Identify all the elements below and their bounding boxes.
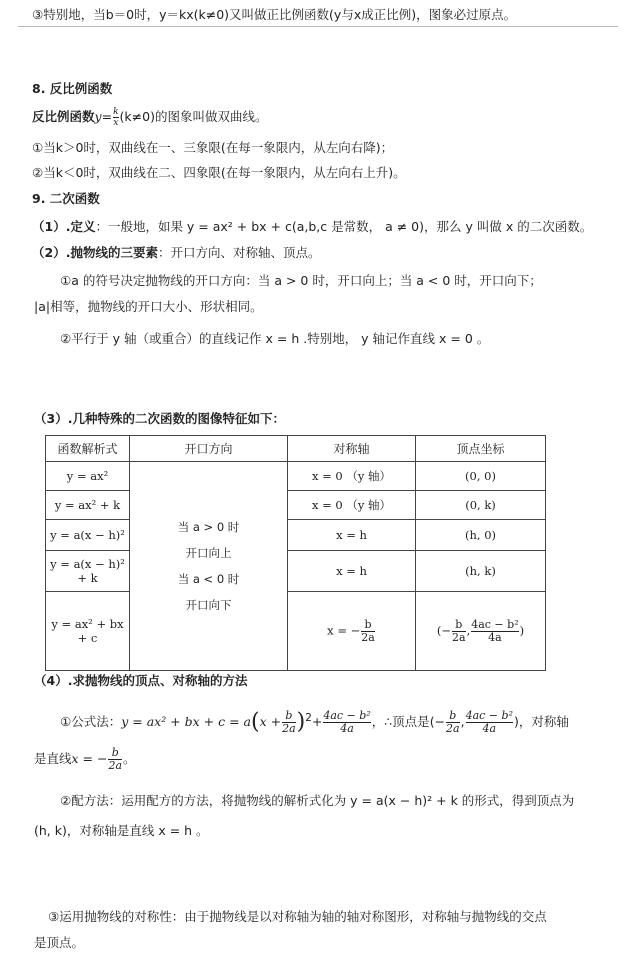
axis-cell: x = h bbox=[288, 519, 416, 550]
method-2-line-1: ②配方法：运用配方的方法，将抛物线的解析式化为 y = a(x − h)² + k 的形式，得到顶点为 bbox=[60, 793, 575, 808]
vertex-cell: (h, 0) bbox=[416, 519, 546, 550]
table-row bbox=[46, 550, 546, 591]
frac-den: x bbox=[113, 118, 119, 128]
element-1-line-1: ①a 的符号决定抛物线的开口方向：当 a > 0 时，开口向上；当 a < 0 时，开口向下； bbox=[60, 273, 542, 288]
table-row bbox=[46, 461, 546, 490]
table-row bbox=[46, 592, 546, 671]
method-3-line-2: 是顶点。 bbox=[34, 935, 85, 950]
col-header-vertex: 顶点坐标 bbox=[416, 436, 546, 462]
elements-label: （2）.抛物线的三要素 bbox=[32, 245, 158, 260]
formula-cell: y = ax² + k bbox=[46, 490, 130, 519]
comma: , bbox=[466, 623, 471, 638]
frac-num: b bbox=[111, 746, 119, 759]
inverse-cond: (k≠0) bbox=[119, 109, 155, 124]
formula-method-line-2 bbox=[34, 744, 136, 774]
opening-line: 当 a < 0 时 bbox=[177, 571, 240, 586]
inverse-definition bbox=[32, 104, 267, 130]
frac-num: 4ac − b² bbox=[465, 709, 513, 723]
vertex-cell: (0, k) bbox=[416, 490, 546, 519]
therefore-text: ，∴顶点是 bbox=[371, 714, 430, 730]
opening-line: 当 a > 0 时 bbox=[177, 519, 240, 534]
method-heading: （4）.求抛物线的顶点、对称轴的方法 bbox=[34, 673, 248, 688]
three-elements bbox=[32, 244, 320, 262]
formula-cell: y = ax² bbox=[46, 461, 130, 490]
plus-sign: + bbox=[311, 714, 323, 730]
frac-den: 4a bbox=[323, 722, 370, 735]
frac-num: 4ac − b² bbox=[471, 617, 519, 631]
frac-num: b bbox=[449, 709, 457, 723]
special-case-line: ③特别地，当b＝0时，y＝kx(k≠0)又叫做正比例函数(y与x成正比例)，图象必过原点。 bbox=[32, 7, 517, 22]
frac-den: 4a bbox=[471, 631, 518, 644]
opening-cell bbox=[130, 461, 288, 670]
frac-den: 2a bbox=[108, 759, 123, 772]
inverse-item-1: ①当k＞0时，双曲线在一、三象限(在每一象限内，从左向右降)； bbox=[32, 140, 394, 155]
square-exponent: 2 bbox=[305, 712, 312, 724]
b-over-2a-fraction bbox=[452, 619, 466, 644]
formula-cell: y = a(x − h)² + k bbox=[46, 550, 130, 591]
table-row bbox=[46, 519, 546, 550]
vertex-cell: (0, 0) bbox=[416, 461, 546, 490]
big-right-paren: ) bbox=[296, 709, 306, 735]
frac-den: 2a bbox=[361, 630, 375, 644]
table-heading: （3）.几种特殊的二次函数的图像特征如下： bbox=[34, 411, 285, 426]
top-rule bbox=[18, 26, 618, 27]
formula-method-line bbox=[60, 700, 569, 741]
frac-den: 2a bbox=[452, 630, 466, 644]
axis-cell bbox=[288, 592, 416, 671]
frac-den: 2a bbox=[282, 722, 296, 736]
vertex-cell bbox=[416, 592, 546, 671]
elements-text: ：开口方向、对称轴、顶点。 bbox=[157, 245, 321, 260]
method-1-equation: y = ax² + bx + c = a bbox=[121, 714, 251, 730]
b-over-2a-fraction bbox=[108, 747, 122, 772]
definition-label: （1）.定义 bbox=[32, 219, 96, 234]
b-over-2a-fraction bbox=[446, 710, 460, 735]
opening-line: 开口向下 bbox=[185, 597, 232, 612]
axis-cell: x = 0 （y 轴） bbox=[288, 490, 416, 519]
frac-den: 2a bbox=[446, 722, 460, 736]
inverse-def-suffix: 的图象叫做双曲线。 bbox=[154, 109, 268, 124]
definition-text: ：一般地，如果 y = ax² + bx + c(a,b,c 是常数， a ≠ 0)，那么 y 叫做 x 的二次函数。 bbox=[95, 219, 593, 234]
b-over-2a-fraction bbox=[361, 619, 375, 644]
formula-cell: y = ax² + bx + c bbox=[46, 592, 130, 671]
element-1-line-2: |a|相等，抛物线的开口大小、形状相同。 bbox=[34, 299, 263, 314]
axis-prefix: x = − bbox=[327, 623, 361, 638]
comma: , bbox=[460, 714, 465, 730]
axis-cell: x = h bbox=[288, 550, 416, 591]
quadratic-features-table bbox=[45, 435, 546, 671]
frac-num: b bbox=[455, 617, 463, 631]
method-1-label: ①公式法： bbox=[60, 714, 122, 730]
vertex-y-fraction bbox=[471, 619, 518, 644]
quadratic-definition bbox=[32, 218, 592, 236]
vertex-cell: (h, k) bbox=[416, 550, 546, 591]
table-row bbox=[46, 490, 546, 519]
left-paren: (− bbox=[436, 623, 451, 638]
axis-x-eq: x = − bbox=[71, 751, 108, 766]
frac-num: k bbox=[113, 107, 119, 117]
big-left-paren: ( bbox=[250, 709, 260, 735]
line2-prefix: 是直线 bbox=[34, 751, 72, 766]
period: 。 bbox=[123, 751, 136, 766]
section-9-heading: 9. 二次函数 bbox=[32, 191, 100, 206]
right-paren: ) bbox=[519, 623, 525, 638]
col-header-opening: 开口方向 bbox=[130, 436, 288, 462]
left-paren: (− bbox=[429, 714, 446, 730]
inverse-y: y= bbox=[94, 109, 113, 124]
x-plus: x + bbox=[259, 714, 282, 730]
method-3-line-1: ③运用抛物线的对称性：由于抛物线是以对称轴为轴的轴对称图形，对称轴与抛物线的交点 bbox=[48, 909, 547, 924]
inverse-item-2: ②当k＜0时，双曲线在二、四象限(在每一象限内，从左向右上升)。 bbox=[32, 165, 406, 180]
element-2: ②平行于 y 轴（或重合）的直线记作 x = h .特别地， y 轴记作直线 x = 0 。 bbox=[60, 331, 490, 346]
frac-num: 4ac − b² bbox=[323, 709, 371, 723]
vertex-y-fraction bbox=[323, 710, 370, 735]
frac-num: b bbox=[285, 709, 293, 723]
frac-num: b bbox=[364, 617, 372, 631]
method-2-line-2: (h, k)，对称轴是直线 x = h 。 bbox=[34, 823, 209, 838]
k-over-x-fraction bbox=[113, 107, 118, 128]
vertex-y-fraction bbox=[466, 710, 513, 735]
axis-word: ，对称轴 bbox=[518, 714, 569, 730]
axis-cell: x = 0 （y 轴） bbox=[288, 461, 416, 490]
opening-line: 开口向上 bbox=[185, 545, 232, 560]
col-header-formula: 函数解析式 bbox=[46, 436, 130, 462]
formula-cell: y = a(x − h)² bbox=[46, 519, 130, 550]
col-header-axis: 对称轴 bbox=[288, 436, 416, 462]
inverse-definition-term: 反比例函数 bbox=[32, 109, 95, 124]
section-8-heading: 8. 反比例函数 bbox=[32, 81, 113, 96]
right-paren: ) bbox=[513, 714, 519, 730]
b-over-2a-fraction bbox=[282, 710, 296, 735]
frac-den: 4a bbox=[466, 722, 513, 735]
